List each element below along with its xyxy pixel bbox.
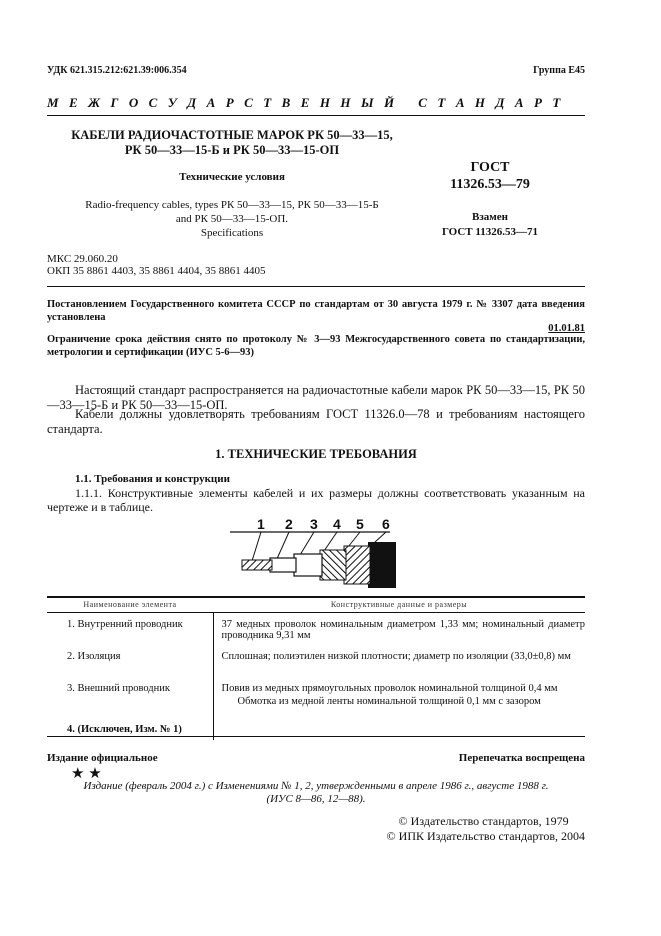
english-title bbox=[47, 198, 417, 240]
cable-construction-drawing bbox=[230, 515, 410, 593]
document-title bbox=[47, 128, 417, 158]
element-data-extra: Обмотка из медной ленты номинальной толщиной 0,1 мм с зазором bbox=[237, 696, 541, 707]
table-bottom-rule bbox=[47, 736, 585, 737]
elements-table bbox=[47, 598, 585, 740]
reprint-notice: Перепечатка воспрещена bbox=[458, 752, 585, 764]
copyright-1979: © Издательство стандартов, 1979 bbox=[398, 814, 569, 828]
column-header-element: Наименование элемента bbox=[47, 598, 213, 613]
official-edition: Издание официальное bbox=[47, 752, 158, 764]
title-line-1: КАБЕЛИ РАДИОЧАСТОТНЫЕ МАРОК РК 50—33—15, bbox=[71, 128, 393, 142]
classification-codes bbox=[47, 253, 265, 277]
elements-table-wrapper bbox=[47, 596, 585, 740]
drawing-label-6: 6 bbox=[382, 516, 390, 532]
cable-inner-sheath bbox=[270, 558, 296, 572]
cable-jacket bbox=[368, 542, 396, 588]
element-data: 37 медных проволок номинальным диаметром 1,33 мм; номинальный диаметр проводника 9,31 мм bbox=[221, 619, 585, 641]
introduction-date: 01.01.81 bbox=[548, 323, 585, 334]
stars-mark: ★ ★ bbox=[71, 766, 102, 782]
edition-note-line: Издание (февраль 2004 г.) с Изменениями № 1, 2, утвержденными в апреле 1986 г., августе 1988 г. bbox=[83, 780, 549, 792]
element-name: 1. Внутренний проводник bbox=[67, 619, 183, 630]
gost-code: 11326.53—79 bbox=[450, 177, 530, 192]
header-rule bbox=[47, 115, 585, 116]
subsection-heading: 1.1. Требования и конструкции bbox=[75, 473, 230, 485]
udk-code: УДК 621.315.212:621.39:006.354 bbox=[47, 65, 187, 76]
english-title-line-1: Radio-frequency cables, types РК 50—33—15, РК 50—33—15-Б bbox=[85, 199, 379, 211]
ius-note: (ИУС 8—86, 12—88). bbox=[266, 793, 366, 805]
cable-tape-wrap bbox=[344, 546, 370, 584]
drawing-label-4: 4 bbox=[333, 516, 341, 532]
section-heading: 1. ТЕХНИЧЕСКИЕ ТРЕБОВАНИЯ bbox=[215, 447, 417, 461]
copyright-block bbox=[387, 814, 585, 844]
cable-inner-conductor bbox=[242, 560, 272, 570]
element-data: Сплошная; полиэтилен низкой плотности; диаметр по изоляции (33,0±0,8) мм bbox=[221, 651, 571, 662]
edition-note bbox=[47, 780, 585, 806]
mks-code: МКС 29.060.20 bbox=[47, 253, 118, 265]
standard-type: М Е Ж Г О С У Д А Р С Т В Е Н Н Ы Й С Т А Н Д А Р Т bbox=[47, 95, 564, 110]
column-header-data: Конструктивные данные и размеры bbox=[213, 598, 585, 613]
gost-number bbox=[420, 159, 560, 193]
intro-paragraph-2: Кабели должны удовлетворять требованиям ГОСТ 11326.0—78 и требованиям настоящего стандарта. bbox=[47, 407, 585, 436]
table-row bbox=[47, 651, 585, 683]
title-line-2: РК 50—33—15-Б и РК 50—33—15-ОП bbox=[124, 143, 340, 157]
table-row bbox=[47, 613, 585, 652]
group-code: Группа Е45 bbox=[533, 65, 585, 76]
element-name: 3. Внешний проводник bbox=[67, 683, 170, 694]
element-data: Повив из медных прямоугольных проволок номинальной толщиной 0,4 мм bbox=[221, 683, 558, 694]
table-row bbox=[47, 683, 585, 722]
replaces-block bbox=[420, 210, 560, 240]
element-name: 2. Изоляция bbox=[67, 651, 121, 662]
cable-outer-conductor bbox=[320, 550, 346, 580]
limitation-note: Ограничение срока действия снято по протоколу № 3—93 Межгосударственного совета по стандартизации, метрологии и сертификации (ИУС 5-6—93) bbox=[47, 334, 585, 358]
drawing-label-3: 3 bbox=[310, 516, 318, 532]
element-name: 4. (Исключен, Изм. № 1) bbox=[67, 724, 182, 735]
english-title-line-3: Specifications bbox=[200, 227, 264, 239]
document-subtitle: Технические условия bbox=[179, 171, 285, 183]
decree-text: Постановлением Государственного комитета СССР по стандартам от 30 августа 1979 г. № 3307 дата введения установлена bbox=[47, 299, 585, 323]
section-paragraph: 1.1.1. Конструктивные элементы кабелей и их размеры должны соответствовать указанным на чертеже и в таблице. bbox=[47, 486, 585, 514]
drawing-label-5: 5 bbox=[356, 516, 364, 532]
okp-code: ОКП 35 8861 4403, 35 8861 4404, 35 8861 4405 bbox=[47, 265, 266, 277]
drawing-label-1: 1 bbox=[257, 516, 265, 532]
gost-label: ГОСТ bbox=[470, 160, 510, 175]
replaces-label: Взамен bbox=[472, 211, 508, 223]
copyright-2004: © ИПК Издательство стандартов, 2004 bbox=[386, 829, 585, 843]
codes-rule bbox=[47, 286, 585, 287]
replaces-code: ГОСТ 11326.53—71 bbox=[441, 226, 539, 238]
cable-insulation bbox=[294, 554, 322, 576]
table-row bbox=[47, 722, 585, 740]
english-title-line-2: and РК 50—33—15-ОП. bbox=[175, 213, 289, 225]
drawing-label-2: 2 bbox=[285, 516, 293, 532]
table-header-row bbox=[47, 598, 585, 613]
intro-paragraph-1: Настоящий стандарт распространяется на радиочастотные кабели марок РК 50—33—15, РК 50—33—15-Б и РК 50—33—15-ОП. bbox=[47, 383, 585, 412]
